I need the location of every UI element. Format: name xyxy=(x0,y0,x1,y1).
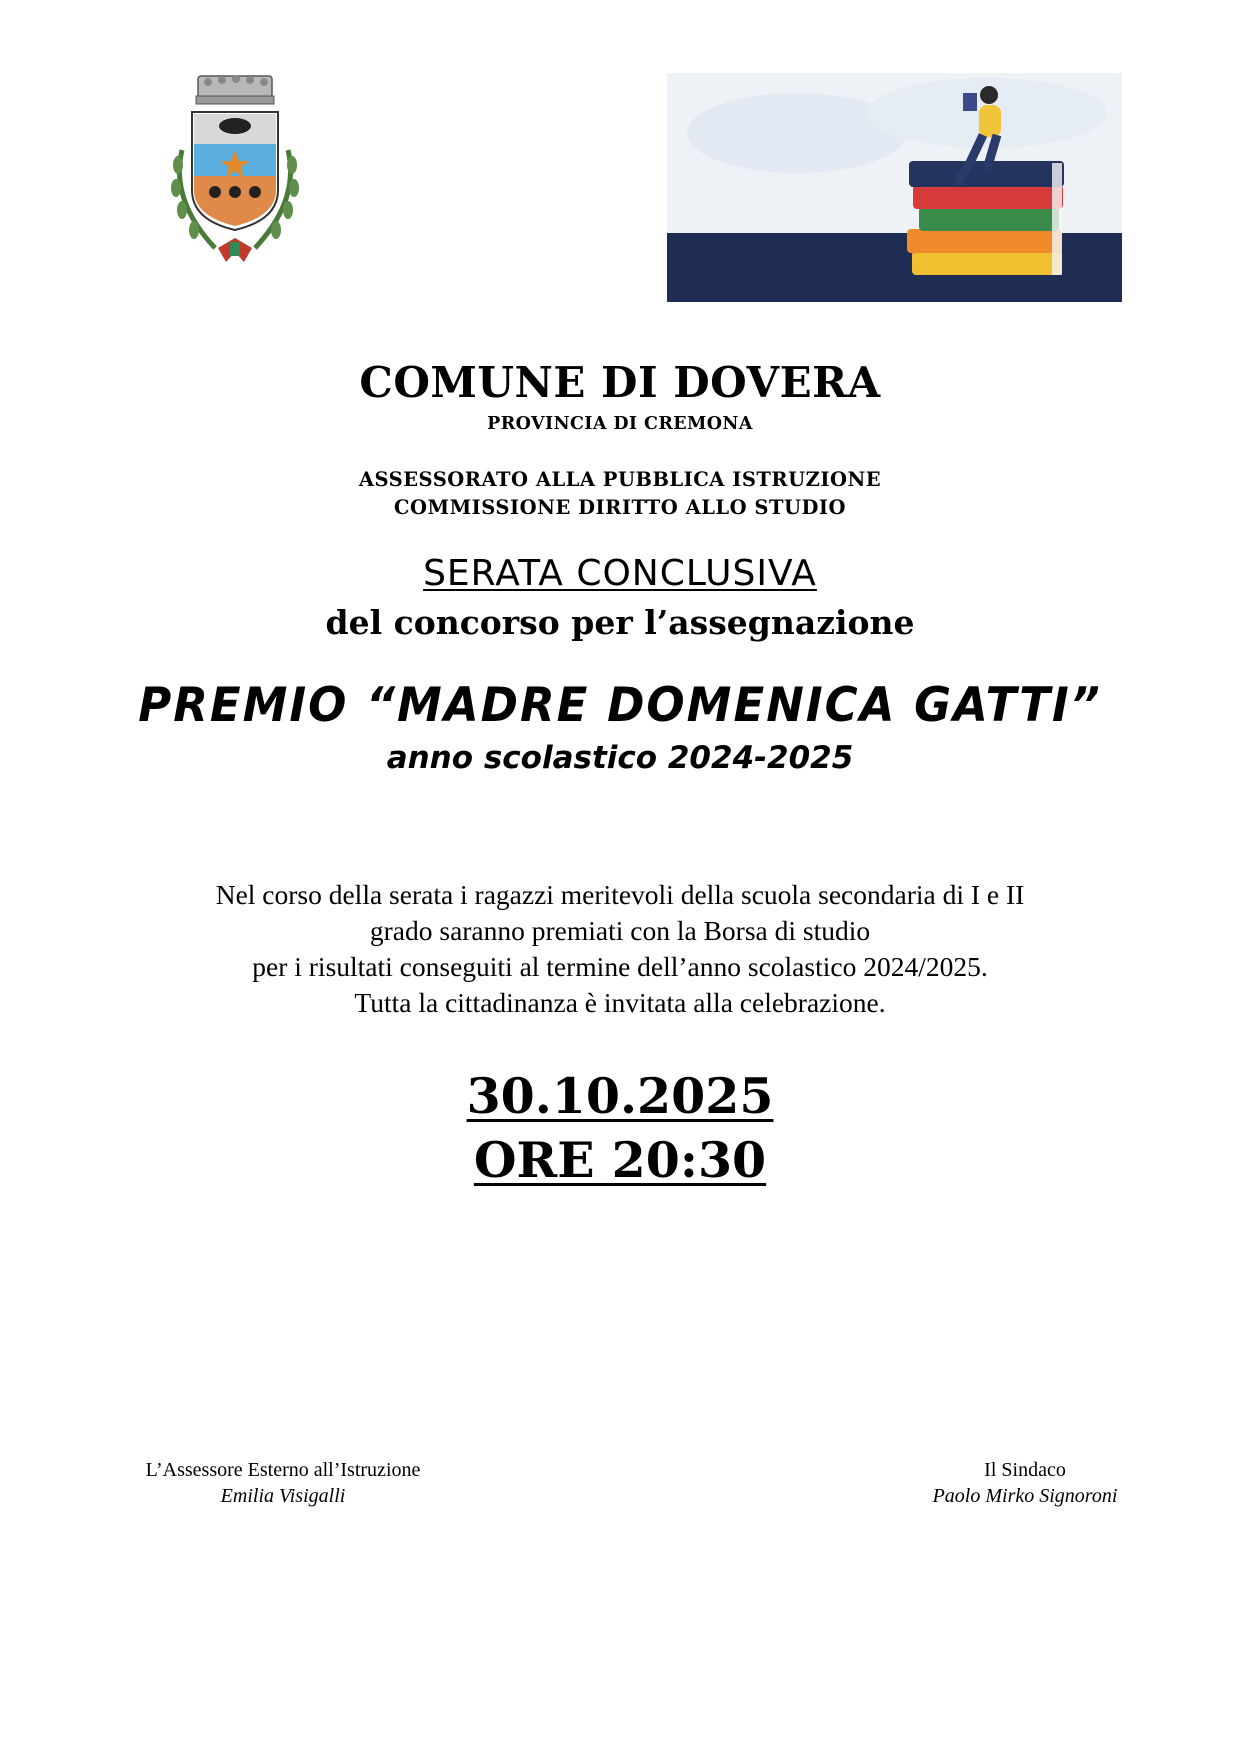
commission-line: COMMISSIONE DIRITTO ALLO STUDIO xyxy=(393,496,847,519)
event-date: 30.10.2025 xyxy=(466,1067,774,1125)
assessor-signature xyxy=(118,1457,448,1509)
description-line: Nel corso della serata i ragazzi meritevoli della scuola secondaria di I e II xyxy=(215,879,1025,910)
event-subtitle: del concorso per l’assegnazione xyxy=(325,603,915,642)
department-line: ASSESSORATO ALLA PUBBLICA ISTRUZIONE xyxy=(358,468,882,491)
event-title: SERATA CONCLUSIVA xyxy=(423,553,817,594)
event-time: ORE 20:30 xyxy=(473,1131,767,1189)
description-line: grado saranno premiati con la Borsa di studio xyxy=(369,915,871,946)
award-title: PREMIO “MADRE DOMENICA GATTI” xyxy=(138,676,1102,733)
assessor-role: L’Assessore Esterno all’Istruzione xyxy=(145,1459,421,1481)
description-line: Tutta la cittadinanza è invitata alla celebrazione. xyxy=(354,987,886,1018)
reading-girl-illustration-icon xyxy=(667,73,1122,302)
municipality-title: COMUNE DI DOVERA xyxy=(359,358,881,407)
department-block xyxy=(0,466,1240,522)
coat-of-arms-icon xyxy=(160,70,310,270)
school-year: anno scolastico 2024-2025 xyxy=(386,740,854,776)
province-label: PROVINCIA DI CREMONA xyxy=(487,414,753,434)
event-description xyxy=(0,877,1240,1021)
mayor-role: Il Sindaco xyxy=(984,1459,1066,1481)
event-schedule xyxy=(0,1064,1240,1192)
assessor-name: Emilia Visigalli xyxy=(220,1485,346,1507)
description-line: per i risultati conseguiti al termine dell’anno scolastico 2024/2025. xyxy=(252,951,988,982)
mayor-signature xyxy=(920,1457,1130,1509)
mayor-name: Paolo Mirko Signoroni xyxy=(932,1485,1118,1507)
